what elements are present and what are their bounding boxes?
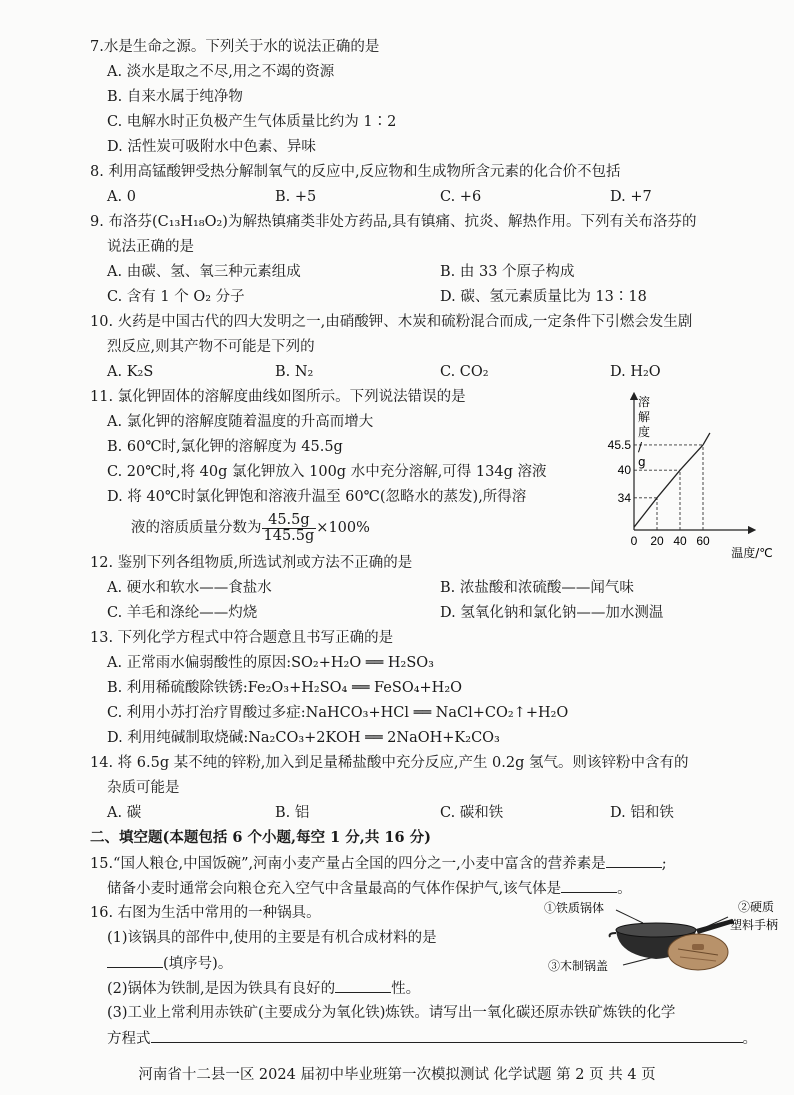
q13-stem: 13. 下列化学方程式中符合题意且书写正确的是	[90, 630, 394, 646]
y-axis-label-char-0: 溶	[638, 395, 651, 409]
x-tick-60: 60	[696, 534, 710, 548]
q15-blank-1[interactable]	[606, 853, 662, 868]
q16-part1: (1)该锅具的部件中,使用的主要是有机合成材料的是	[107, 930, 437, 946]
q10-option-c: C. CO₂	[440, 364, 489, 380]
q15-text1-end: ;	[661, 856, 667, 872]
q9-stem-line1: 9. 布洛芬(C₁₃H₁₈O₂)为解热镇痛类非处方药品,具有镇痛、抗炎、解热作用。下列有关布洛芬的	[90, 214, 697, 230]
pot-leader-body	[616, 910, 643, 923]
x-axis-label: 温度/℃	[731, 546, 773, 560]
q11-option-d: D. 将 40℃时氯化钾饱和溶液升温至 60℃(忽略水的蒸发),所得溶	[107, 489, 527, 505]
q14-option-c: C. 碳和铁	[440, 805, 504, 821]
q12-option-b: B. 浓盐酸和浓硫酸——闻气味	[440, 580, 634, 596]
q12-option-a: A. 硬水和软水——食盐水	[107, 580, 272, 596]
q16-stem: 16. 右图为生活中常用的一种锅具。	[90, 905, 321, 921]
q13-option-b: B. 利用稀硫酸除铁锈:Fe₂O₃+H₂SO₄ ══ FeSO₄+H₂O	[107, 680, 463, 696]
chart-series	[634, 433, 710, 527]
q15-text2: 储备小麦时通常会向粮仓充入空气中含量最高的气体作保护气,该气体是	[107, 881, 562, 897]
q16-part3-line2	[107, 1028, 757, 1049]
pot-label-handle-2: 塑料手柄	[730, 918, 779, 932]
q11-fraction-numerator: 45.5g	[262, 513, 317, 529]
q14-option-b: B. 铝	[275, 805, 310, 821]
q11-option-c: C. 20℃时,将 40g 氯化钾放入 100g 水中充分溶解,可得 134g 溶液	[107, 464, 547, 480]
pot-handle-shape	[696, 919, 734, 934]
q16-part2	[107, 978, 420, 999]
q11-d-suffix: ×100%	[316, 520, 370, 536]
q11-option-b: B. 60℃时,氯化钾的溶解度为 45.5g	[107, 439, 343, 455]
q10-stem-line2: 烈反应,则其产物不可能是下列的	[107, 339, 315, 355]
q9-option-b: B. 由 33 个原子构成	[440, 264, 575, 280]
q7-option-a: A. 淡水是取之不尽,用之不竭的资源	[107, 64, 335, 80]
q8-option-c: C. +6	[440, 189, 482, 205]
q15-line1	[90, 853, 667, 874]
q9-option-c: C. 含有 1 个 O₂ 分子	[107, 289, 245, 305]
q9-option-a: A. 由碳、氢、氧三种元素组成	[107, 264, 301, 280]
q7-option-c: C. 电解水时正负极产生气体质量比约为 1∶2	[107, 114, 397, 130]
x-tick-40: 40	[673, 534, 687, 548]
y-tick-45-5: 45.5	[607, 437, 631, 452]
q15-text1: 15.“国人粮仓,中国饭碗”,河南小麦产量占全国的四分之一,小麦中富含的营养素是	[90, 856, 606, 872]
pot-side-ear	[610, 933, 616, 937]
q11-option-a: A. 氯化钾的溶解度随着温度的升高而增大	[107, 414, 374, 430]
q15-text2-end: 。	[617, 881, 632, 897]
q7-option-d: D. 活性炭可吸附水中色素、异味	[107, 139, 316, 155]
q16-part3-label: 方程式	[107, 1031, 151, 1047]
chart-axes	[634, 396, 752, 530]
pot-label-lid: ③木制锅盖	[548, 959, 609, 973]
x-tick-0: 0	[630, 534, 638, 548]
q11-stem: 11. 氯化钾固体的溶解度曲线如图所示。下列说法错误的是	[90, 389, 466, 405]
q13-option-c: C. 利用小苏打治疗胃酸过多症:NaHCO₃+HCl ══ NaCl+CO₂↑+H₂O	[107, 705, 569, 721]
y-axis-label-char-4: g	[638, 455, 646, 469]
solubility-chart	[600, 382, 790, 564]
pot-label-handle-1: ②硬质	[738, 900, 775, 914]
q8-option-d: D. +7	[610, 189, 652, 205]
y-axis-label-char-3: /	[638, 440, 643, 454]
q13-option-a: A. 正常雨水偏弱酸性的原因:SO₂+H₂O ══ H₂SO₃	[107, 655, 434, 671]
q16-blank-3[interactable]	[151, 1028, 743, 1043]
q13-option-d: D. 利用纯碱制取烧碱:Na₂CO₃+2KOH ══ 2NaOH+K₂CO₃	[107, 730, 500, 746]
lid-knob	[692, 944, 704, 950]
q14-stem-line1: 14. 将 6.5g 某不纯的锌粉,加入到足量稀盐酸中充分反应,产生 0.2g 氢气。则该锌粉中含有的	[90, 755, 689, 771]
q14-option-d: D. 铝和铁	[610, 805, 674, 821]
q16-part1-line2	[107, 953, 232, 974]
q16-part2-end: 性。	[391, 981, 421, 997]
q16-part3: (3)工业上常利用赤铁矿(主要成分为氧化铁)炼铁。请写出一氧化碳还原赤铁矿炼铁的化学	[107, 1005, 676, 1021]
q9-stem-line2: 说法正确的是	[107, 239, 194, 255]
q15-line2	[107, 878, 632, 899]
y-axis-label-char-2: 度	[638, 425, 651, 439]
pot-label-body: ①铁质锅体	[544, 901, 605, 915]
q12-option-d: D. 氢氧化钠和氯化钠——加水测温	[440, 605, 664, 621]
q10-option-a: A. K₂S	[107, 364, 154, 380]
q16-part3-end: 。	[742, 1031, 757, 1047]
q11-fraction-denominator: 145.5g	[263, 527, 315, 544]
q11-fraction	[262, 513, 317, 544]
solubility-curve-extension	[703, 433, 710, 445]
section-fill-in-title: 二、填空题(本题包括 6 个小题,每空 1 分,共 16 分)	[90, 829, 431, 846]
q16-part1-tail: (填序号)。	[163, 956, 233, 972]
page-footer: 河南省十二县一区 2024 届初中毕业班第一次模拟测试 化学试题 第 2 页 共 4 页	[138, 1067, 656, 1083]
q8-option-b: B. +5	[275, 189, 317, 205]
q12-stem: 12. 鉴别下列各组物质,所选试剂或方法不正确的是	[90, 555, 413, 571]
q16-blank-2[interactable]	[335, 978, 391, 993]
q15-blank-2[interactable]	[561, 878, 617, 893]
q8-option-a: A. 0	[107, 189, 136, 205]
q16-blank-1[interactable]	[107, 953, 163, 968]
y-tick-34: 34	[617, 490, 631, 505]
q16-part2-text: (2)锅体为铁制,是因为铁具有良好的	[107, 981, 336, 997]
q10-option-d: D. H₂O	[610, 364, 661, 380]
wok-illustration	[538, 897, 783, 977]
q9-option-d: D. 碳、氢元素质量比为 13∶18	[440, 289, 647, 305]
y-axis-label-char-1: 解	[638, 410, 651, 424]
q14-stem-line2: 杂质可能是	[107, 780, 180, 796]
q11-d-prefix: 液的溶质质量分数为	[131, 520, 262, 536]
q8-stem: 8. 利用高锰酸钾受热分解制氧气的反应中,反应物和生成物所含元素的化合价不包括	[90, 164, 621, 180]
q14-option-a: A. 碳	[107, 805, 142, 821]
q11-option-d-line2	[131, 512, 370, 544]
pot-rim	[616, 923, 696, 937]
q10-option-b: B. N₂	[275, 364, 314, 380]
q7-stem: 7.水是生命之源。下列关于水的说法正确的是	[90, 39, 380, 55]
q12-option-c: C. 羊毛和涤纶——灼烧	[107, 605, 258, 621]
q10-stem-line1: 10. 火药是中国古代的四大发明之一,由硝酸钾、木炭和硫粉混合而成,一定条件下引燃会发生剧	[90, 314, 693, 330]
x-tick-20: 20	[650, 534, 664, 548]
q7-option-b: B. 自来水属于纯净物	[107, 89, 243, 105]
y-tick-40: 40	[617, 463, 631, 478]
